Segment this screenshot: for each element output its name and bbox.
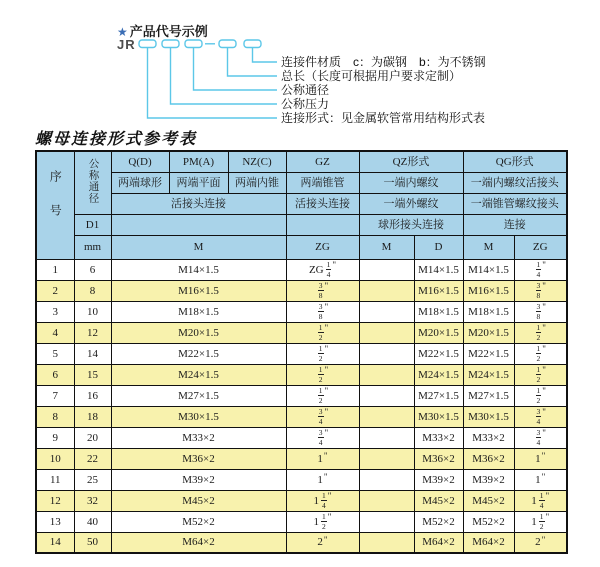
qz-d-cell: M27×1.5 [414, 385, 463, 406]
table-row [36, 322, 567, 343]
gz-thread-cell: 1" [286, 448, 359, 469]
fraction: $\frac{1}{2}$ [536, 386, 541, 405]
mm-cell: 12 [74, 322, 111, 343]
header-d1-blank-gz [286, 214, 359, 235]
fraction: $\frac{1}{2}$ [536, 344, 541, 363]
qg-m-cell: M20×1.5 [463, 322, 514, 343]
qg-m-cell: M33×2 [463, 427, 514, 448]
qz-m-cell [359, 406, 414, 427]
header-end-nzc: 两端内锥 [228, 172, 286, 193]
fraction: $\frac{1}{2}$ [536, 365, 541, 384]
header-group-qd: Q(D) [111, 151, 169, 172]
seq-cell: 11 [36, 469, 74, 490]
qg-zg-cell: $\frac{1}{4}$ " [514, 259, 567, 280]
table-row [36, 427, 567, 448]
qz-d-cell: M39×2 [414, 469, 463, 490]
gz-thread-cell: $\frac{3}{4}$ " [286, 427, 359, 448]
qg-zg-cell: $\frac{1}{2}$ " [514, 364, 567, 385]
code-segment-box [219, 40, 236, 48]
seq-cell: 10 [36, 448, 74, 469]
gz-thread-cell: 2" [286, 532, 359, 553]
table-row [36, 469, 567, 490]
fraction: $\frac{1}{2}$ [318, 365, 323, 384]
qz-d-cell: M18×1.5 [414, 301, 463, 322]
header-connection-qz: 一端外螺纹 [359, 193, 463, 214]
union-thread-cell: M18×1.5 [111, 301, 286, 322]
fraction: $\frac{3}{4}$ [536, 428, 541, 447]
gz-thread-cell: $\frac{1}{2}$ " [286, 322, 359, 343]
qz-m-cell [359, 469, 414, 490]
fraction: $\frac{1}{4}$ [539, 491, 544, 510]
union-thread-cell: M52×2 [111, 511, 286, 532]
fraction: $\frac{3}{8}$ [318, 302, 323, 321]
qz-m-cell [359, 364, 414, 385]
qz-m-cell [359, 301, 414, 322]
table-row [36, 448, 567, 469]
union-thread-cell: M45×2 [111, 490, 286, 511]
mm-cell: 8 [74, 280, 111, 301]
qg-m-cell: M22×1.5 [463, 343, 514, 364]
table-row [36, 385, 567, 406]
fraction: $\frac{1}{4}$ [322, 491, 326, 510]
qg-zg-cell: $\frac{3}{4}$ " [514, 406, 567, 427]
qz-m-cell [359, 280, 414, 301]
connector-line [253, 48, 278, 63]
qz-m-cell [359, 322, 414, 343]
code-segment-box [185, 40, 202, 48]
header-end-qg: 一端内螺纹活接头 [463, 172, 567, 193]
mm-cell: 15 [74, 364, 111, 385]
header-ball-joint-connection: 球形接头连接 [359, 214, 463, 235]
product-code-example-label: 产品代号示例 [129, 24, 208, 39]
connector-line [194, 48, 278, 91]
header-unit-m2: M [359, 235, 414, 259]
qz-m-cell [359, 343, 414, 364]
fraction: $\frac{1}{2}$ [322, 512, 326, 531]
code-segment-box [162, 40, 179, 48]
table-header [36, 151, 567, 259]
qg-zg-cell: $\frac{3}{4}$ " [514, 427, 567, 448]
gz-thread-cell: ZG $\frac{1}{4}$ " [286, 259, 359, 280]
table-row [36, 259, 567, 280]
qg-m-cell: M36×2 [463, 448, 514, 469]
header-mm: mm [74, 235, 111, 259]
fraction: $\frac{3}{4}$ [318, 407, 323, 426]
diagram-label-list [281, 55, 486, 125]
seq-cell: 5 [36, 343, 74, 364]
mm-cell: 32 [74, 490, 111, 511]
qz-m-cell [359, 259, 414, 280]
union-thread-cell: M64×2 [111, 532, 286, 553]
union-thread-cell: M36×2 [111, 448, 286, 469]
qg-zg-cell: 1 $\frac{1}{2}$ " [514, 511, 567, 532]
seq-cell: 3 [36, 301, 74, 322]
header-nominal-diameter: 公称通径 [74, 151, 111, 214]
seq-cell: 1 [36, 259, 74, 280]
gz-thread-cell: $\frac{3}{4}$ " [286, 406, 359, 427]
union-thread-cell: M24×1.5 [111, 364, 286, 385]
header-end-qz: 一端内螺纹 [359, 172, 463, 193]
gz-thread-cell: $\frac{1}{2}$ " [286, 343, 359, 364]
code-segment-box [139, 40, 156, 48]
seq-cell: 8 [36, 406, 74, 427]
code-segment-box [244, 40, 261, 48]
fraction: $\frac{1}{4}$ [536, 260, 541, 279]
qz-m-cell [359, 448, 414, 469]
header-unit-m3: M [463, 235, 514, 259]
mm-cell: 22 [74, 448, 111, 469]
mm-cell: 18 [74, 406, 111, 427]
mm-cell: 50 [74, 532, 111, 553]
gz-thread-cell: 1" [286, 469, 359, 490]
qg-zg-cell: 2" [514, 532, 567, 553]
table-row [36, 511, 567, 532]
header-end-gz: 两端锥管 [286, 172, 359, 193]
product-code-prefix: JR [117, 37, 136, 52]
qg-m-cell: M30×1.5 [463, 406, 514, 427]
mm-cell: 6 [74, 259, 111, 280]
qg-m-cell: M45×2 [463, 490, 514, 511]
fraction: $\frac{1}{2}$ [318, 344, 323, 363]
qz-d-cell: M24×1.5 [414, 364, 463, 385]
table-row [36, 343, 567, 364]
header-unit-zg2: ZG [514, 235, 567, 259]
header-connection: 连接 [463, 214, 567, 235]
gz-thread-cell: $\frac{1}{2}$ " [286, 364, 359, 385]
table-body [36, 259, 567, 553]
union-thread-cell: M22×1.5 [111, 343, 286, 364]
header-seq: 序号 [36, 151, 74, 259]
header-end-pma: 两端平面 [169, 172, 228, 193]
header-group-gz: GZ [286, 151, 359, 172]
fraction: $\frac{1}{2}$ [536, 323, 541, 342]
qg-m-cell: M18×1.5 [463, 301, 514, 322]
qz-d-cell: M36×2 [414, 448, 463, 469]
qz-d-cell: M45×2 [414, 490, 463, 511]
table-row [36, 532, 567, 553]
qz-m-cell [359, 532, 414, 553]
union-thread-cell: M20×1.5 [111, 322, 286, 343]
fraction: $\frac{3}{8}$ [318, 281, 323, 300]
union-thread-cell: M30×1.5 [111, 406, 286, 427]
header-d1: D1 [74, 214, 111, 235]
fraction: $\frac{3}{8}$ [536, 302, 541, 321]
qg-zg-cell: 1 $\frac{1}{4}$ " [514, 490, 567, 511]
diagram-label-material: 连接件材质 c：为碳钢 b：为不锈钢 [281, 55, 486, 69]
table-row [36, 280, 567, 301]
qz-m-cell [359, 427, 414, 448]
header-group-pma: PM(A) [169, 151, 228, 172]
header-group-qg: QG形式 [463, 151, 567, 172]
header-connection-qg: 一端锥管螺纹接头 [463, 193, 567, 214]
qz-m-cell [359, 490, 414, 511]
mm-cell: 10 [74, 301, 111, 322]
union-thread-cell: M14×1.5 [111, 259, 286, 280]
gz-thread-cell: $\frac{3}{8}$ " [286, 301, 359, 322]
header-connection-union: 活接头连接 [111, 193, 286, 214]
seq-cell: 2 [36, 280, 74, 301]
union-thread-cell: M39×2 [111, 469, 286, 490]
fraction: $\frac{3}{4}$ [536, 407, 541, 426]
qz-d-cell: M20×1.5 [414, 322, 463, 343]
qz-d-cell: M22×1.5 [414, 343, 463, 364]
diagram-label-nominal-pressure: 公称压力 [281, 97, 330, 111]
qg-m-cell: M14×1.5 [463, 259, 514, 280]
union-thread-cell: M16×1.5 [111, 280, 286, 301]
header-end-qd: 两端球形 [111, 172, 169, 193]
qz-d-cell: M14×1.5 [414, 259, 463, 280]
qz-d-cell: M30×1.5 [414, 406, 463, 427]
mm-cell: 20 [74, 427, 111, 448]
seq-cell: 12 [36, 490, 74, 511]
qg-m-cell: M52×2 [463, 511, 514, 532]
header-unit-m1: M [111, 235, 286, 259]
qz-d-cell: M16×1.5 [414, 280, 463, 301]
fraction: $\frac{1}{2}$ [539, 512, 544, 531]
qg-zg-cell: $\frac{1}{2}$ " [514, 343, 567, 364]
connector-line [148, 48, 278, 119]
qg-zg-cell: 1" [514, 469, 567, 490]
nut-connection-reference-table [35, 150, 568, 554]
header-unit-zg1: ZG [286, 235, 359, 259]
qg-m-cell: M16×1.5 [463, 280, 514, 301]
diagram-label-connection-type: 连接形式：见金属软管常用结构形式表 [281, 111, 486, 125]
diagram-label-nominal-diameter: 公称通径 [281, 83, 330, 97]
fraction: $\frac{1}{4}$ [326, 260, 331, 279]
qg-zg-cell: $\frac{3}{8}$ " [514, 280, 567, 301]
union-thread-cell: M33×2 [111, 427, 286, 448]
fraction: $\frac{1}{2}$ [318, 386, 323, 405]
union-thread-cell: M27×1.5 [111, 385, 286, 406]
gz-thread-cell: $\frac{3}{8}$ " [286, 280, 359, 301]
qg-zg-cell: 1" [514, 448, 567, 469]
gz-thread-cell: $\frac{1}{2}$ " [286, 385, 359, 406]
mm-cell: 40 [74, 511, 111, 532]
table-row [36, 301, 567, 322]
mm-cell: 25 [74, 469, 111, 490]
qg-m-cell: M64×2 [463, 532, 514, 553]
table-row [36, 490, 567, 511]
table-title: 螺母连接形式参考表 [35, 131, 198, 148]
gz-thread-cell: 1 $\frac{1}{2}$ " [286, 511, 359, 532]
fraction: $\frac{3}{8}$ [536, 281, 541, 300]
header-d1-blank [111, 214, 286, 235]
seq-cell: 6 [36, 364, 74, 385]
fraction: $\frac{3}{4}$ [318, 428, 323, 447]
seq-cell: 9 [36, 427, 74, 448]
qg-m-cell: M39×2 [463, 469, 514, 490]
header-unit-d: D [414, 235, 463, 259]
header-connection-gz: 活接头连接 [286, 193, 359, 214]
qg-zg-cell: $\frac{1}{2}$ " [514, 322, 567, 343]
mm-cell: 14 [74, 343, 111, 364]
gz-thread-cell: 1 $\frac{1}{4}$ " [286, 490, 359, 511]
qg-zg-cell: $\frac{3}{8}$ " [514, 301, 567, 322]
table-row [36, 364, 567, 385]
qz-d-cell: M33×2 [414, 427, 463, 448]
qg-zg-cell: $\frac{1}{2}$ " [514, 385, 567, 406]
qz-d-cell: M52×2 [414, 511, 463, 532]
qz-m-cell [359, 385, 414, 406]
seq-cell: 4 [36, 322, 74, 343]
seq-cell: 7 [36, 385, 74, 406]
header-group-nzc: NZ(C) [228, 151, 286, 172]
diagram-label-total-length: 总长（长度可根据用户要求定制） [281, 69, 462, 83]
qz-m-cell [359, 511, 414, 532]
mm-cell: 16 [74, 385, 111, 406]
qg-m-cell: M27×1.5 [463, 385, 514, 406]
qz-d-cell: M64×2 [414, 532, 463, 553]
seq-cell: 13 [36, 511, 74, 532]
seq-cell: 14 [36, 532, 74, 553]
header-group-qz: QZ形式 [359, 151, 463, 172]
qg-m-cell: M24×1.5 [463, 364, 514, 385]
fraction: $\frac{1}{2}$ [318, 323, 323, 342]
table-row [36, 406, 567, 427]
star-icon: ★ [117, 25, 128, 39]
